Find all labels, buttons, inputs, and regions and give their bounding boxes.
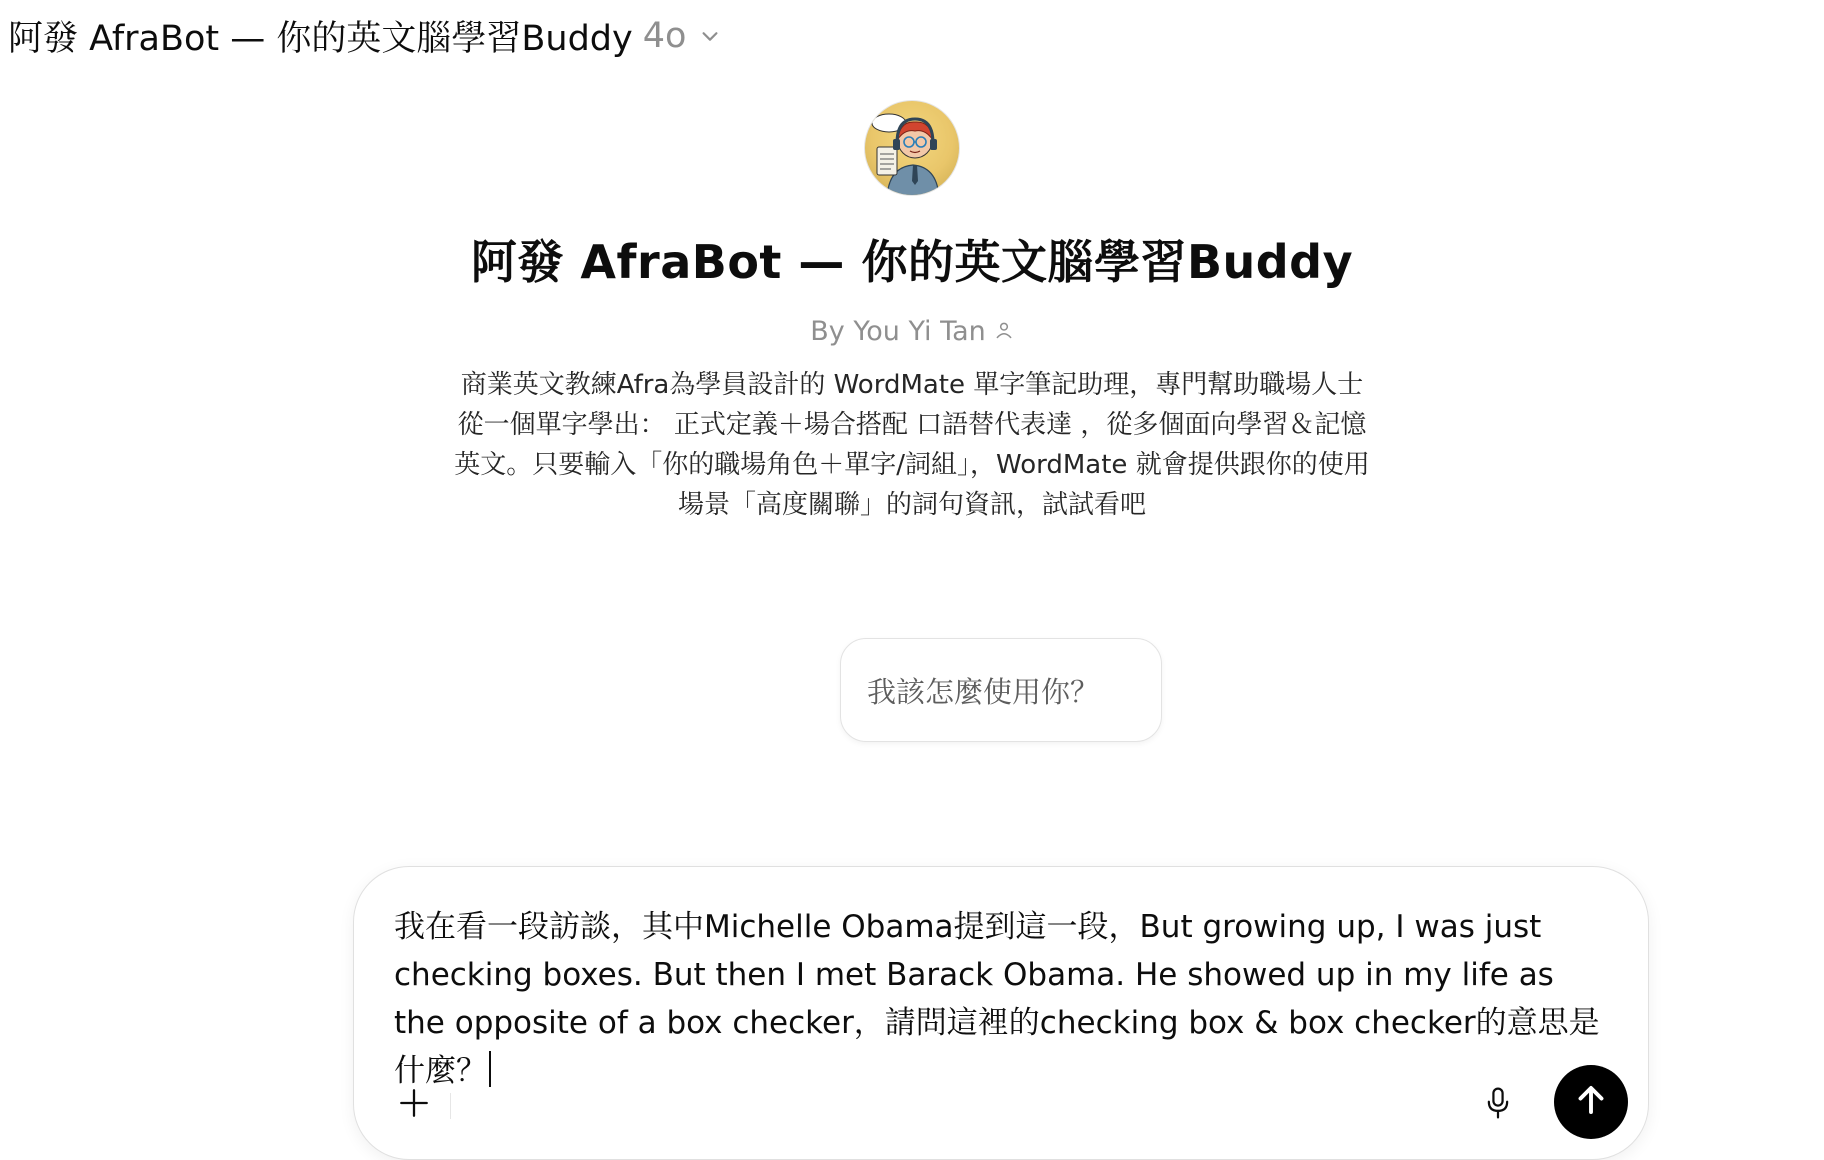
toolbar-divider bbox=[450, 1093, 451, 1119]
gpt-name: 阿發 AfraBot — 你的英文腦學習Buddy bbox=[470, 235, 1354, 289]
microphone-icon bbox=[1482, 1086, 1514, 1124]
message-composer bbox=[353, 866, 1649, 1160]
send-button[interactable] bbox=[1554, 1065, 1628, 1139]
voice-input-button[interactable] bbox=[1472, 1079, 1524, 1131]
message-input-text: 我在看一段訪談，其中Michelle Obama提到這一段，But growing up, I was just checking boxes. But then I met Barack Obama. He showed up in my life as the opposite of a box checker，請問這裡的checking box & box checker的意思是什麼？ bbox=[394, 909, 1600, 1089]
conversation-starter[interactable]: 我該怎麼使用你？ bbox=[840, 638, 1162, 742]
gpt-description: 商業英文教練Afra為學員設計的 WordMate 單字筆記助理，專門幫助職場人士從一個單字學出： 正式定義＋場合搭配 口語替代表達 ，從多個面向學習＆記憶英文。只要輸入「你的職場角色＋單字/詞組」，WordMate 就會提供跟你的使用場景「高度關聯」的詞句資訊，試試看吧 bbox=[454, 370, 1370, 520]
plus-icon bbox=[397, 1086, 431, 1124]
model-name: 4o bbox=[642, 16, 687, 56]
author-label: By You Yi Tan bbox=[810, 316, 986, 347]
model-selector[interactable] bbox=[0, 0, 724, 72]
text-caret bbox=[489, 1051, 491, 1087]
gpt-title: 阿發 AfraBot — 你的英文腦學習Buddy bbox=[8, 19, 633, 59]
chevron-down-icon bbox=[696, 22, 724, 50]
attach-button[interactable] bbox=[386, 1077, 442, 1133]
message-input[interactable] bbox=[394, 903, 1614, 1095]
arrow-up-icon bbox=[1573, 1082, 1609, 1122]
person-icon bbox=[994, 316, 1014, 347]
gpt-author bbox=[810, 316, 1014, 347]
gpt-avatar bbox=[864, 100, 960, 196]
gpt-intro bbox=[0, 100, 1824, 525]
